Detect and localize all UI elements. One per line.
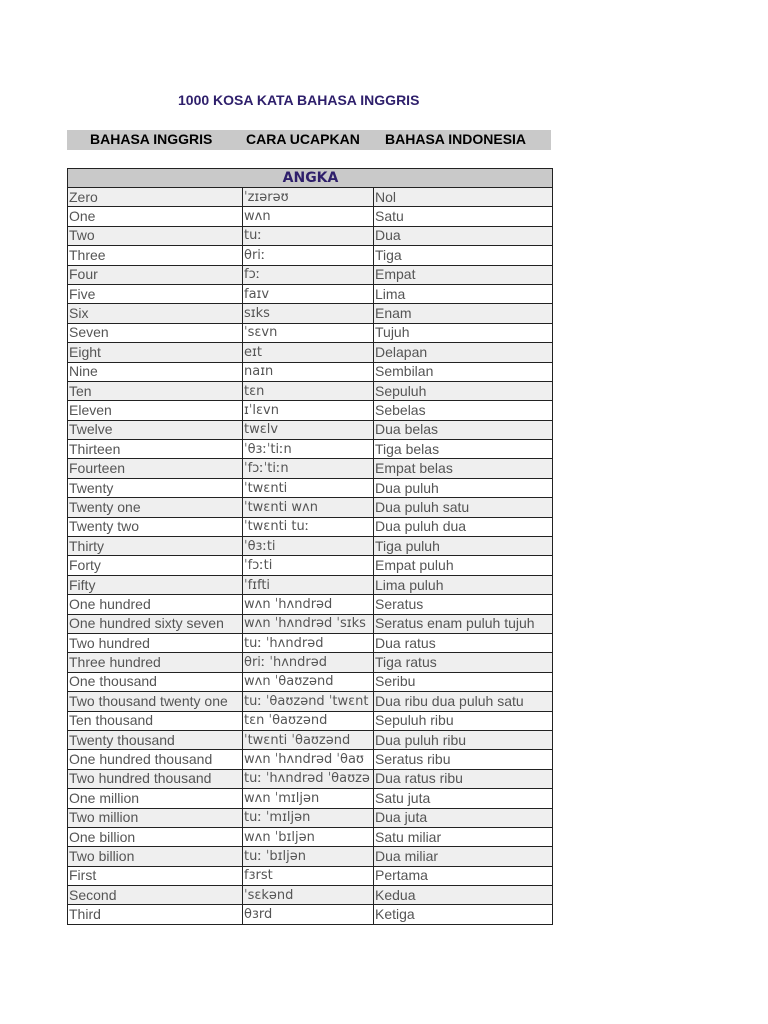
cell-english: Thirteen xyxy=(68,440,243,459)
cell-indonesian: Tiga xyxy=(374,246,553,265)
cell-indonesian: Dua puluh xyxy=(374,478,553,497)
table-row xyxy=(68,246,553,265)
cell-pronunciation: tuː ˈhʌndrəd xyxy=(243,633,374,652)
cell-indonesian: Empat xyxy=(374,265,553,284)
cell-pronunciation: sɪks xyxy=(243,304,374,323)
column-header-bar xyxy=(67,130,551,150)
header-english: BAHASA INGGRIS xyxy=(90,131,213,147)
cell-indonesian: Seratus xyxy=(374,595,553,614)
cell-pronunciation: naɪn xyxy=(243,362,374,381)
table-row xyxy=(68,323,553,342)
table-row xyxy=(68,730,553,749)
table-row xyxy=(68,478,553,497)
cell-pronunciation: θɜrd xyxy=(243,905,374,924)
table-row xyxy=(68,633,553,652)
table-row xyxy=(68,808,553,827)
cell-english: Twenty thousand xyxy=(68,730,243,749)
cell-english: Fourteen xyxy=(68,459,243,478)
cell-pronunciation: wʌn ˈθaʊzənd xyxy=(243,672,374,691)
document-title: 1000 KOSA KATA BAHASA INGGRIS xyxy=(178,92,420,108)
cell-indonesian: Tiga belas xyxy=(374,440,553,459)
header-indonesian: BAHASA INDONESIA xyxy=(385,131,527,147)
cell-indonesian: Ketiga xyxy=(374,905,553,924)
cell-indonesian: Dua ribu dua puluh satu xyxy=(374,692,553,711)
cell-indonesian: Lima xyxy=(374,284,553,303)
cell-indonesian: Sebelas xyxy=(374,401,553,420)
table-row xyxy=(68,595,553,614)
table-row xyxy=(68,226,553,245)
cell-english: Ten xyxy=(68,381,243,400)
cell-indonesian: Dua juta xyxy=(374,808,553,827)
cell-pronunciation: tɛn xyxy=(243,381,374,400)
cell-pronunciation: tuː xyxy=(243,226,374,245)
cell-pronunciation: θriː xyxy=(243,246,374,265)
cell-indonesian: Enam xyxy=(374,304,553,323)
cell-pronunciation: θriː ˈhʌndrəd xyxy=(243,653,374,672)
cell-pronunciation: wʌn ˈmɪljən xyxy=(243,789,374,808)
cell-indonesian: Nol xyxy=(374,188,553,207)
cell-english: One thousand xyxy=(68,672,243,691)
cell-pronunciation: wʌn ˈhʌndrəd ˈθaʊ xyxy=(243,750,374,769)
table-row xyxy=(68,440,553,459)
cell-english: One million xyxy=(68,789,243,808)
cell-pronunciation: ˈfɔːti xyxy=(243,556,374,575)
cell-pronunciation: fɜrst xyxy=(243,866,374,885)
cell-indonesian: Satu juta xyxy=(374,789,553,808)
cell-indonesian: Delapan xyxy=(374,343,553,362)
table-row xyxy=(68,420,553,439)
cell-english: Five xyxy=(68,284,243,303)
table-row xyxy=(68,789,553,808)
table-row xyxy=(68,711,553,730)
cell-pronunciation: ˈθɜːti xyxy=(243,537,374,556)
cell-indonesian: Dua puluh satu xyxy=(374,498,553,517)
cell-indonesian: Sepuluh ribu xyxy=(374,711,553,730)
cell-pronunciation: tɛn ˈθaʊzənd xyxy=(243,711,374,730)
cell-english: Twelve xyxy=(68,420,243,439)
cell-indonesian: Satu miliar xyxy=(374,827,553,846)
cell-indonesian: Tujuh xyxy=(374,323,553,342)
table-row xyxy=(68,265,553,284)
header-pronunciation: CARA UCAPKAN xyxy=(246,131,360,147)
cell-indonesian: Dua ratus xyxy=(374,633,553,652)
table-row xyxy=(68,537,553,556)
table-row xyxy=(68,769,553,788)
cell-indonesian: Dua xyxy=(374,226,553,245)
table-row xyxy=(68,886,553,905)
table-row xyxy=(68,343,553,362)
cell-english: Zero xyxy=(68,188,243,207)
cell-english: Four xyxy=(68,265,243,284)
cell-english: Third xyxy=(68,905,243,924)
cell-indonesian: Dua puluh dua xyxy=(374,517,553,536)
cell-english: Twenty two xyxy=(68,517,243,536)
cell-english: Two thousand twenty one xyxy=(68,692,243,711)
cell-pronunciation: wʌn ˈhʌndrəd ˈsɪks xyxy=(243,614,374,633)
cell-indonesian: Sembilan xyxy=(374,362,553,381)
cell-english: Nine xyxy=(68,362,243,381)
table-row xyxy=(68,866,553,885)
table-row xyxy=(68,847,553,866)
cell-pronunciation: faɪv xyxy=(243,284,374,303)
cell-indonesian: Seribu xyxy=(374,672,553,691)
cell-pronunciation: ˈtwɛnti wʌn xyxy=(243,498,374,517)
cell-english: Twenty xyxy=(68,478,243,497)
table-row xyxy=(68,750,553,769)
cell-english: Thirty xyxy=(68,537,243,556)
table-row xyxy=(68,304,553,323)
table-row xyxy=(68,188,553,207)
cell-indonesian: Lima puluh xyxy=(374,575,553,594)
cell-indonesian: Dua puluh ribu xyxy=(374,730,553,749)
cell-english: Two hundred xyxy=(68,633,243,652)
cell-english: Three hundred xyxy=(68,653,243,672)
cell-english: First xyxy=(68,866,243,885)
cell-english: Three xyxy=(68,246,243,265)
cell-indonesian: Empat puluh xyxy=(374,556,553,575)
table-row xyxy=(68,381,553,400)
cell-pronunciation: tuː ˈmɪljən xyxy=(243,808,374,827)
cell-indonesian: Pertama xyxy=(374,866,553,885)
table-row xyxy=(68,498,553,517)
cell-pronunciation: ˈtwɛnti xyxy=(243,478,374,497)
cell-indonesian: Satu xyxy=(374,207,553,226)
cell-pronunciation: ˈfɪfti xyxy=(243,575,374,594)
table-row xyxy=(68,362,553,381)
table-row xyxy=(68,459,553,478)
cell-english: Two xyxy=(68,226,243,245)
table-row xyxy=(68,672,553,691)
cell-pronunciation: ˈfɔːˈtiːn xyxy=(243,459,374,478)
table-row xyxy=(68,827,553,846)
table-row xyxy=(68,401,553,420)
cell-english: One billion xyxy=(68,827,243,846)
cell-english: One hundred sixty seven xyxy=(68,614,243,633)
table-row xyxy=(68,692,553,711)
cell-pronunciation: ˈzɪərəʊ xyxy=(243,188,374,207)
cell-pronunciation: ɪˈlɛvn xyxy=(243,401,374,420)
cell-pronunciation: ˈtwɛnti ˈθaʊzənd xyxy=(243,730,374,749)
cell-english: One hundred thousand xyxy=(68,750,243,769)
vocabulary-table-body xyxy=(68,169,553,925)
cell-indonesian: Dua ratus ribu xyxy=(374,769,553,788)
cell-pronunciation: ˈθɜːˈtiːn xyxy=(243,440,374,459)
cell-english: Twenty one xyxy=(68,498,243,517)
table-row xyxy=(68,614,553,633)
cell-pronunciation: tuː ˈbɪljən xyxy=(243,847,374,866)
cell-pronunciation: twɛlv xyxy=(243,420,374,439)
cell-indonesian: Seratus enam puluh tujuh xyxy=(374,614,553,633)
cell-english: Second xyxy=(68,886,243,905)
cell-pronunciation: fɔː xyxy=(243,265,374,284)
cell-pronunciation: wʌn ˈhʌndrəd xyxy=(243,595,374,614)
cell-pronunciation: wʌn xyxy=(243,207,374,226)
cell-english: One hundred xyxy=(68,595,243,614)
cell-pronunciation: tuː ˈθaʊzənd ˈtwɛnt xyxy=(243,692,374,711)
section-title: ANGKA xyxy=(68,169,553,188)
section-row xyxy=(68,169,553,188)
cell-indonesian: Tiga ratus xyxy=(374,653,553,672)
table-row xyxy=(68,575,553,594)
cell-english: Two hundred thousand xyxy=(68,769,243,788)
table-row xyxy=(68,905,553,924)
cell-english: One xyxy=(68,207,243,226)
table-row xyxy=(68,653,553,672)
cell-english: Two billion xyxy=(68,847,243,866)
cell-indonesian: Dua miliar xyxy=(374,847,553,866)
table-row xyxy=(68,517,553,536)
table-row xyxy=(68,207,553,226)
cell-indonesian: Empat belas xyxy=(374,459,553,478)
cell-english: Ten thousand xyxy=(68,711,243,730)
cell-indonesian: Sepuluh xyxy=(374,381,553,400)
cell-english: Eleven xyxy=(68,401,243,420)
cell-english: Seven xyxy=(68,323,243,342)
cell-pronunciation: ˈtwɛnti tuː xyxy=(243,517,374,536)
cell-english: Six xyxy=(68,304,243,323)
cell-pronunciation: ˈsɛkənd xyxy=(243,886,374,905)
cell-english: Fifty xyxy=(68,575,243,594)
cell-pronunciation: tuː ˈhʌndrəd ˈθaʊzə xyxy=(243,769,374,788)
cell-english: Two million xyxy=(68,808,243,827)
vocabulary-table xyxy=(67,168,553,925)
cell-pronunciation: ˈsɛvn xyxy=(243,323,374,342)
cell-indonesian: Kedua xyxy=(374,886,553,905)
cell-indonesian: Tiga puluh xyxy=(374,537,553,556)
table-row xyxy=(68,284,553,303)
cell-pronunciation: eɪt xyxy=(243,343,374,362)
table-row xyxy=(68,556,553,575)
cell-indonesian: Dua belas xyxy=(374,420,553,439)
cell-indonesian: Seratus ribu xyxy=(374,750,553,769)
cell-english: Eight xyxy=(68,343,243,362)
cell-pronunciation: wʌn ˈbɪljən xyxy=(243,827,374,846)
cell-english: Forty xyxy=(68,556,243,575)
